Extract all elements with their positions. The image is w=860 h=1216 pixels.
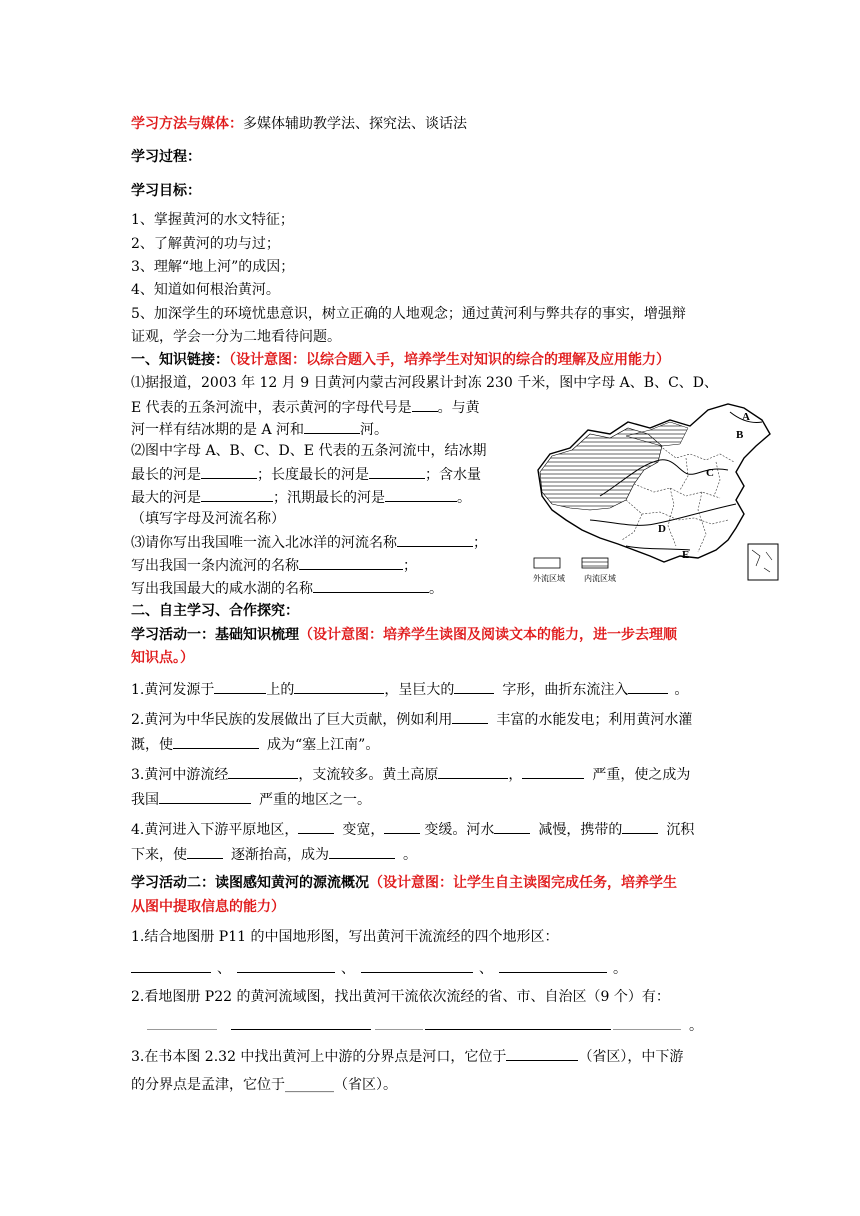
answer-blank[interactable]: [231, 1015, 371, 1030]
answer-blank[interactable]: [613, 1015, 681, 1030]
activity1-intent-cont: 知识点。）: [131, 650, 194, 666]
answer-blank[interactable]: [173, 734, 259, 749]
goal-item: 2、了解黄河的功与过；: [131, 236, 280, 252]
activity2-intent-cont: 从图中提取信息的能力）: [131, 899, 285, 915]
a2-line1: 2.黄河为中华民族的发展做出了巨大贡献，例如利用 丰富的水能发电；利用黄河水灌: [131, 709, 692, 729]
answer-blank[interactable]: [522, 764, 584, 779]
goal-item: 1、掌握黄河的水文特征；: [131, 212, 294, 228]
china-river-map: [530, 400, 782, 586]
a3-line1: 3.黄河中游流经 ，支流较多。黄土高原 ， 严重，使之成为: [131, 764, 690, 784]
method-line: [131, 115, 467, 133]
answer-blank[interactable]: [228, 764, 298, 779]
a3-line2: 我国 严重的地区之一。: [131, 789, 371, 809]
section1-title: 一、知识链接：: [131, 352, 229, 368]
answer-blank[interactable]: [131, 958, 211, 973]
activity2-heading: [131, 874, 677, 892]
method-label: 学习方法与媒体：: [131, 116, 243, 132]
map-label-b: B: [736, 429, 744, 441]
goal-item: 4、知道如何根治黄河。: [131, 282, 280, 298]
answer-blank[interactable]: [361, 958, 473, 973]
answer-blank[interactable]: [375, 1015, 423, 1030]
b3-line2: 的分界点是孟津，它位于_______（省区）。: [131, 1077, 397, 1093]
a4-line2: 下来，使 逐渐抬高，成为 。: [131, 844, 417, 864]
a1-line: 1.黄河发源于 上的 ，呈巨大的 字形，曲折东流注入 。: [131, 679, 688, 699]
b1-line1: 1.结合地图册 P11 的中国地形图，写出黄河干流流经的四个地形区：: [131, 929, 559, 945]
activity1-heading: [131, 626, 677, 644]
b2-line1: 2.看地图册 P22 的黄河流域图，找出黄河干流依次流经的省、市、自治区（9 个）有：: [131, 989, 670, 1005]
q1-line1: ⑴据报道，2003 年 12 月 9 日黄河内蒙古河段累计封冻 230 千米，图中字母 A、B、C、D、: [131, 375, 719, 391]
answer-blank[interactable]: [622, 819, 658, 834]
answer-blank[interactable]: [628, 679, 668, 694]
process-heading: 学习过程：: [131, 149, 201, 165]
legend-label-exterior: 外流区域: [533, 574, 565, 583]
legend-swatch-interior: [582, 558, 608, 568]
q1-line3: 河一样有结冰期的是 A 河和 河。: [131, 419, 388, 439]
answer-blank[interactable]: [304, 419, 360, 434]
q2-line2: 最长的河是 ；长度最长的河是 ；含水量: [131, 464, 481, 484]
goal-item: 5、加深学生的环境忧患意识，树立正确的人地观念；通过黄河利与弊共存的事实，增强辩: [131, 306, 686, 322]
map-label-d: D: [658, 523, 666, 535]
b3-line1: 3.在书本图 2.32 中找出黄河上中游的分界点是河口，它位于 （省区），中下游: [131, 1046, 683, 1066]
answer-blank[interactable]: [506, 1046, 578, 1061]
answer-blank[interactable]: [237, 958, 335, 973]
answer-blank[interactable]: [384, 819, 420, 834]
answer-blank[interactable]: [452, 709, 488, 724]
b1-line2: 、 、 、 。: [131, 958, 627, 978]
answer-blank[interactable]: [438, 764, 508, 779]
activity2-title: 学习活动二：读图感知黄河的源流概况: [131, 875, 369, 891]
answer-blank[interactable]: [299, 555, 403, 570]
goal-item: 3、理解“地上河”的成因；: [131, 259, 295, 275]
answer-blank[interactable]: [425, 1015, 611, 1030]
map-label-c: C: [706, 467, 714, 479]
answer-blank[interactable]: [214, 679, 266, 694]
legend-label-interior: 内流区域: [584, 574, 616, 583]
q3-line1: ⑶请你写出我国唯一流入北冰洋的河流名称 ；: [131, 532, 487, 552]
q1-line2: E 代表的五条河流中，表示黄河的字母代号是 。与黄: [131, 397, 480, 417]
method-text: 多媒体辅助教学法、探究法、谈话法: [243, 116, 467, 132]
q2-line3: 最大的河是 ；汛期最长的河是 。: [131, 487, 471, 507]
answer-blank[interactable]: [298, 819, 334, 834]
a2-line2: 溉，使 成为“塞上江南”。: [131, 734, 379, 754]
answer-blank[interactable]: [329, 844, 395, 859]
activity2-intent: （设计意图：让学生自主读图完成任务，培养学生: [369, 875, 677, 891]
goal-item: 证观，学会一分为二地看待问题。: [131, 329, 341, 345]
q2-line1: ⑵图中字母 A、B、C、D、E 代表的五条河流中，结冰期: [131, 443, 487, 459]
section1-intent: （设计意图：以综合题入手，培养学生对知识的综合的理解及应用能力）: [229, 352, 670, 368]
south-sea-inset: [748, 544, 778, 580]
answer-blank[interactable]: [294, 679, 384, 694]
answer-blank[interactable]: [397, 532, 473, 547]
b2-line2: 。: [147, 1015, 703, 1035]
answer-blank[interactable]: [499, 958, 607, 973]
section2-title: 二、自主学习、合作探究：: [131, 603, 299, 619]
activity1-title: 学习活动一：基础知识梳理: [131, 627, 299, 643]
q3-line2: 写出我国一条内流河的名称 ；: [131, 555, 417, 575]
q3-line3: 写出我国最大的咸水湖的名称 。: [131, 578, 443, 598]
activity1-intent: （设计意图：培养学生读图及阅读文本的能力，进一步去理顺: [299, 627, 677, 643]
answer-blank[interactable]: [147, 1015, 217, 1030]
section1-heading-line: [131, 351, 670, 369]
q2-note: （填写字母及河流名称）: [131, 511, 285, 527]
answer-blank[interactable]: [454, 679, 494, 694]
a4-line1: 4.黄河进入下游平原地区， 变宽， 变缓。河水 减慢，携带的 沉积: [131, 819, 694, 839]
goals-heading: 学习目标：: [131, 183, 201, 199]
map-label-e: E: [682, 549, 690, 561]
answer-blank[interactable]: [313, 578, 429, 593]
answer-blank[interactable]: [494, 819, 530, 834]
map-label-a: A: [742, 411, 750, 423]
answer-blank[interactable]: [187, 844, 223, 859]
legend-swatch-exterior: [534, 558, 560, 568]
answer-blank[interactable]: [201, 464, 257, 479]
answer-blank[interactable]: [412, 397, 438, 412]
answer-blank[interactable]: [201, 487, 273, 502]
answer-blank[interactable]: [369, 464, 425, 479]
answer-blank[interactable]: [385, 487, 457, 502]
answer-blank[interactable]: [159, 789, 251, 804]
